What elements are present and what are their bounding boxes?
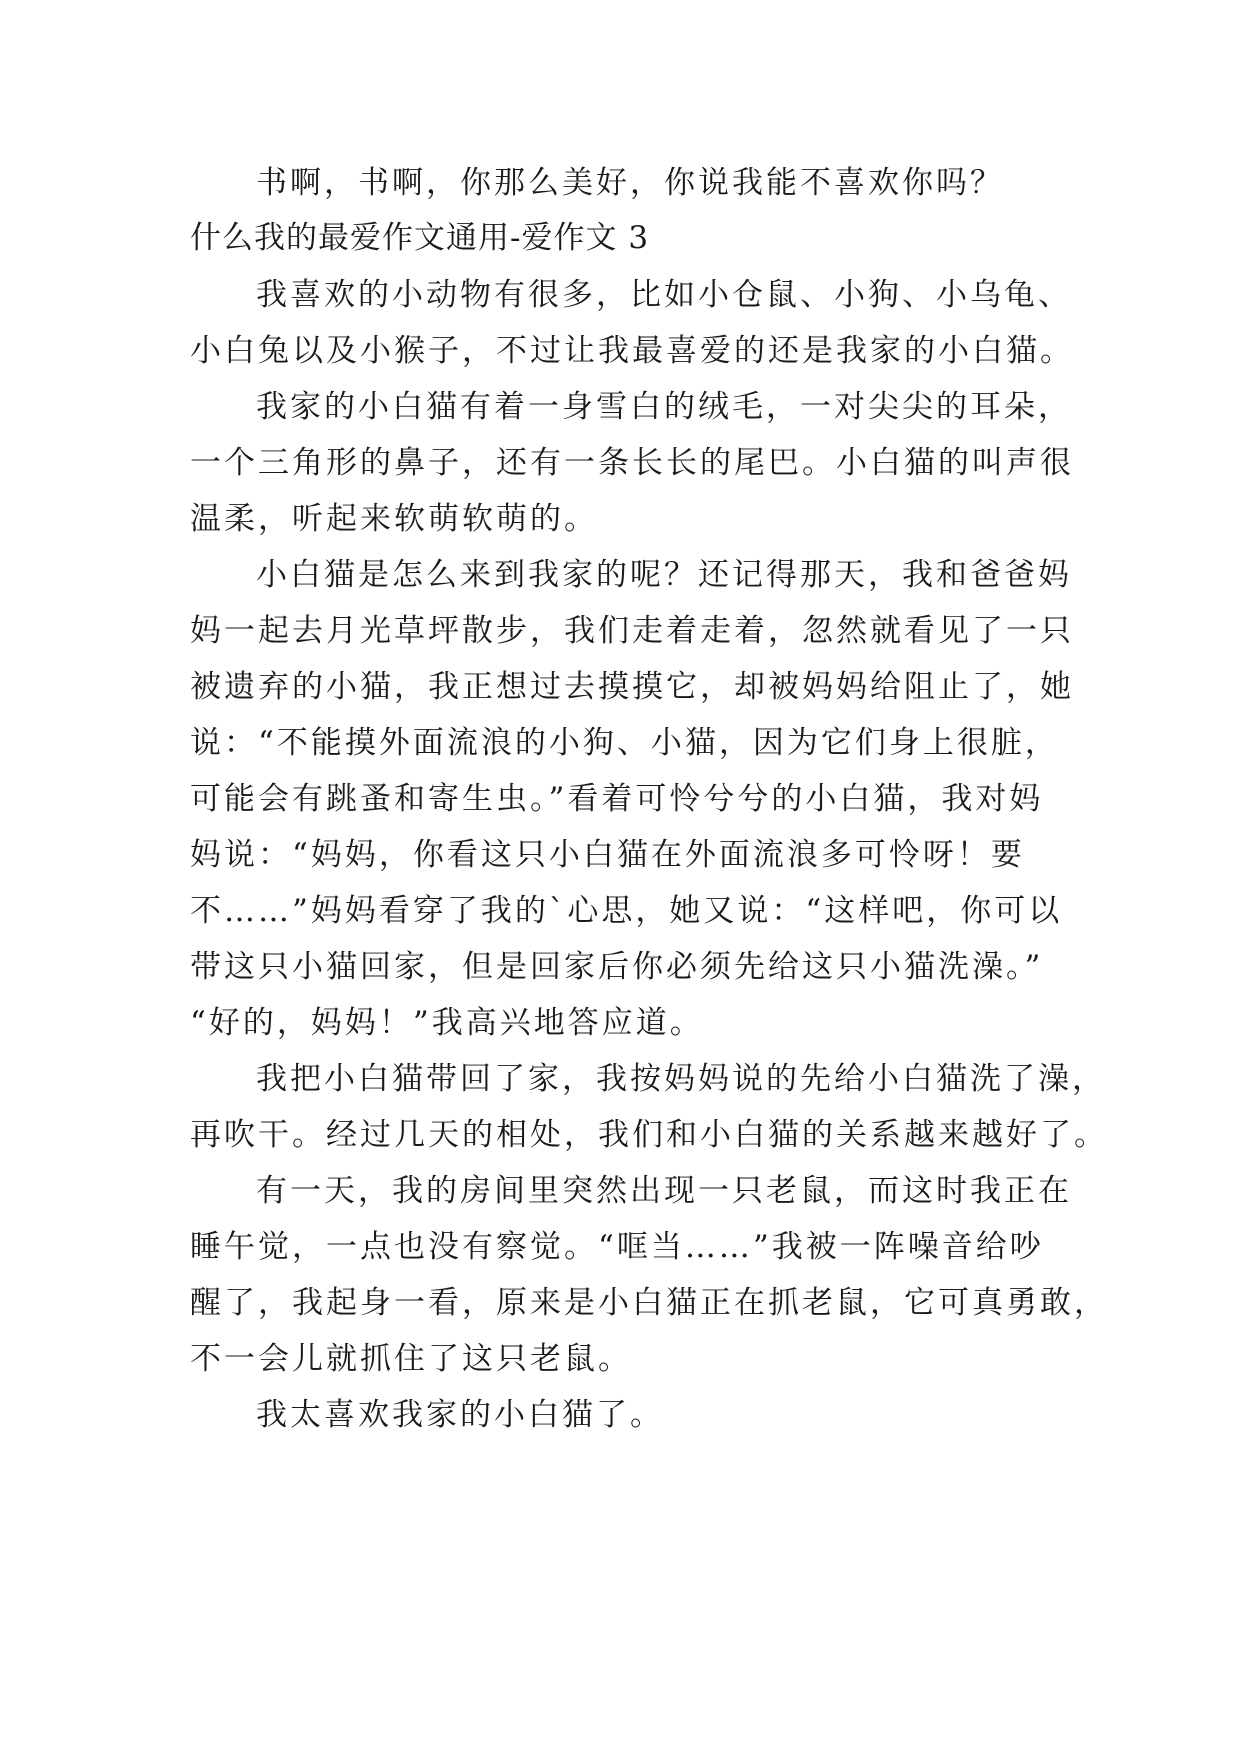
text-line: 可能会有跳蚤和寄生虫。”看着可怜兮兮的小白猫，我对妈 bbox=[190, 781, 1044, 817]
text-line: 有一天，我的房间里突然出现一只老鼠，而这时我正在 bbox=[256, 1173, 1072, 1209]
text-line: 我家的小白猫有着一身雪白的绒毛，一对尖尖的耳朵， bbox=[256, 389, 1072, 425]
text-line: 我把小白猫带回了家，我按妈妈说的先给小白猫洗了澡， bbox=[256, 1061, 1106, 1097]
text-line: “好的，妈妈！”我高兴地答应道。 bbox=[190, 1005, 704, 1041]
text-line: 再吹干。经过几天的相处，我们和小白猫的关系越来越好了。 bbox=[190, 1117, 1108, 1153]
text-line: 说：“不能摸外面流浪的小狗、小猫，因为它们身上很脏， bbox=[190, 725, 1059, 761]
text-line: 妈说：“妈妈，你看这只小白猫在外面流浪多可怜呀！要 bbox=[190, 837, 1025, 873]
text-line: 醒了，我起身一看，原来是小白猫正在抓老鼠，它可真勇敢， bbox=[190, 1285, 1108, 1321]
text-line: 妈一起去月光草坪散步，我们走着走着，忽然就看见了一只 bbox=[190, 613, 1074, 649]
text-line: 我喜欢的小动物有很多，比如小仓鼠、小狗、小乌龟、 bbox=[256, 277, 1072, 313]
text-line: 睡午觉，一点也没有察觉。“哐当……”我被一阵噪音给吵 bbox=[190, 1229, 1044, 1265]
text-line: 一个三角形的鼻子，还有一条长长的尾巴。小白猫的叫声很 bbox=[190, 445, 1074, 481]
text-line: 温柔，听起来软萌软萌的。 bbox=[190, 501, 598, 537]
text-line: 小白猫是怎么来到我家的呢？还记得那天，我和爸爸妈 bbox=[256, 557, 1072, 593]
section-heading: 什么我的最爱作文通用-爱作文 3 bbox=[190, 220, 650, 256]
text-line: 带这只小猫回家，但是回家后你必须先给这只小猫洗澡。” bbox=[190, 949, 1044, 985]
text-line: 书啊，书啊，你那么美好，你说我能不喜欢你吗？ bbox=[256, 165, 1004, 201]
text-line: 被遗弃的小猫，我正想过去摸摸它，却被妈妈给阻止了，她 bbox=[190, 669, 1074, 705]
text-line: 我太喜欢我家的小白猫了。 bbox=[256, 1397, 664, 1433]
text-line: 小白兔以及小猴子，不过让我最喜爱的还是我家的小白猫。 bbox=[190, 333, 1074, 369]
text-line: 不一会儿就抓住了这只老鼠。 bbox=[190, 1341, 632, 1377]
text-line: 不……”妈妈看穿了我的`心思，她又说：“这样吧，你可以 bbox=[190, 893, 1063, 929]
